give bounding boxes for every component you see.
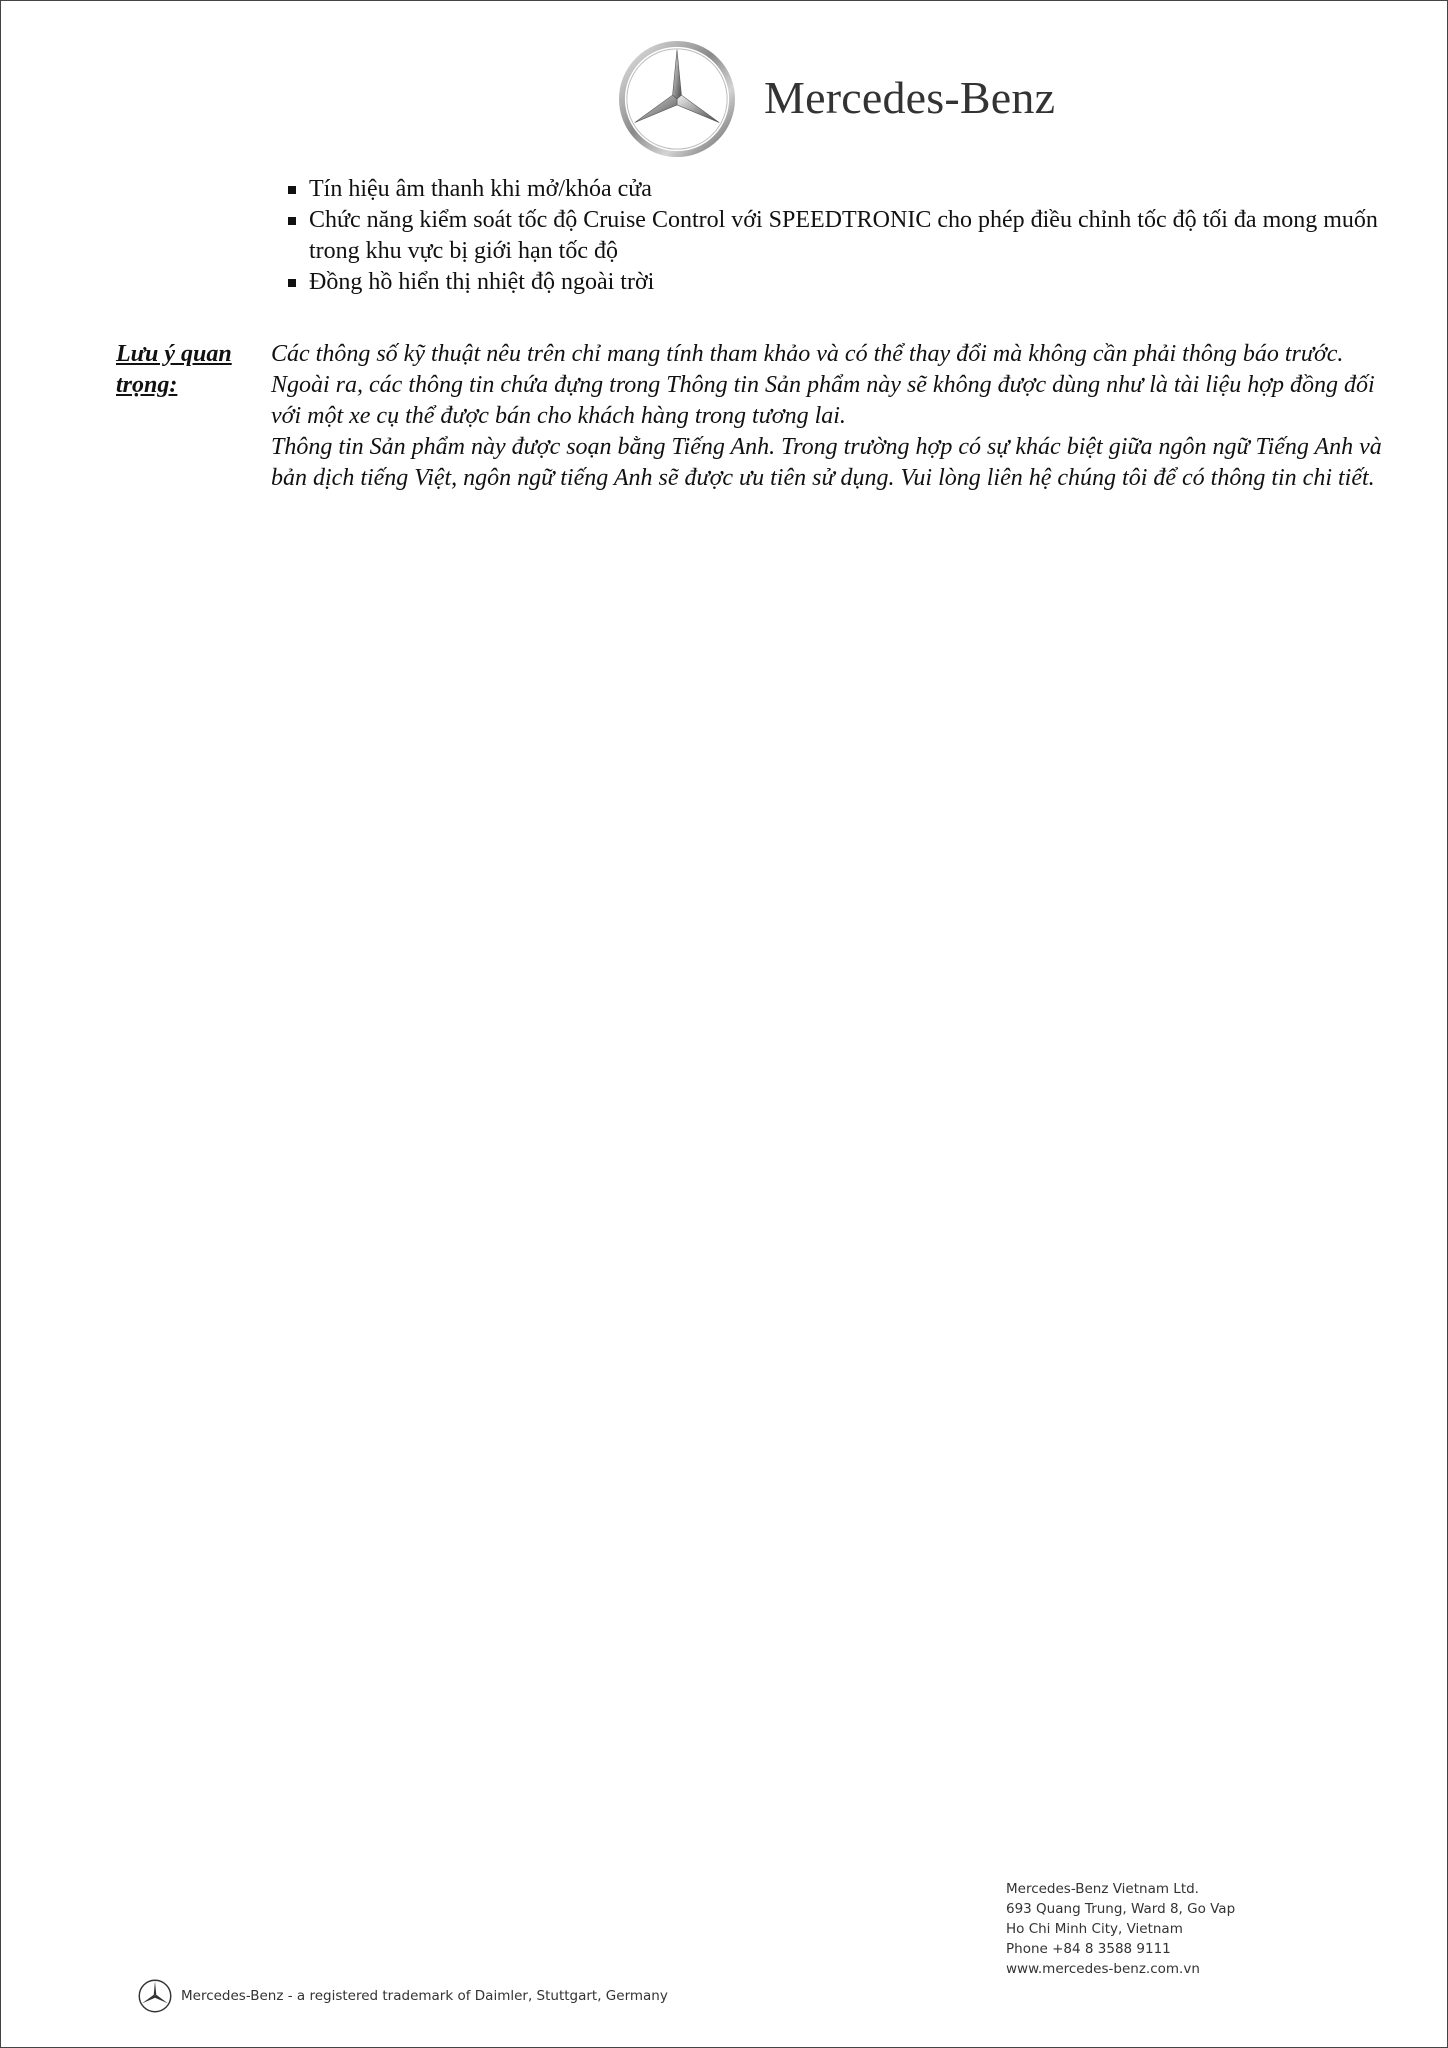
company-name: Mercedes-Benz Vietnam Ltd.	[1006, 1881, 1199, 1897]
mercedes-star-icon	[618, 40, 736, 158]
important-note-body	[271, 339, 1386, 494]
note-paragraph: Các thông số kỹ thuật nêu trên chỉ mang tính tham khảo và có thể thay đổi mà không cần phải thông báo trước. Ngoài ra, các thông tin chứa đựng trong Thông tin Sản phẩm này sẽ không được dùng như là tài liệu hợp đồng đối với một xe cụ thể được bán cho khách hàng trong tương lai.	[271, 341, 1375, 429]
list-item: Tín hiệu âm thanh khi mở/khóa cửa	[288, 174, 1398, 205]
brand-wordmark: Mercedes-Benz	[764, 71, 1056, 123]
important-note-label: Lưu ý quan trọng:	[116, 341, 232, 398]
note-paragraph: Thông tin Sản phẩm này được soạn bằng Tiếng Anh. Trong trường hợp có sự khác biệt giữa ngôn ngữ Tiếng Anh và bản dịch tiếng Việt, ngôn ngữ tiếng Anh sẽ được ưu tiên sử dụng. Vui lòng liên hệ chúng tôi để có thông tin chi tiết.	[271, 434, 1382, 491]
page-footer	[137, 1978, 668, 2014]
address-city: Ho Chi Minh City, Vietnam	[1006, 1921, 1183, 1937]
mercedes-star-icon	[137, 1978, 173, 2014]
feature-list	[288, 174, 1398, 298]
page-header	[618, 40, 1055, 158]
website-link[interactable]: www.mercedes-benz.com.vn	[1006, 1961, 1200, 1977]
list-item: Chức năng kiểm soát tốc độ Cruise Control với SPEEDTRONIC cho phép điều chỉnh tốc độ tối đa mong muốn trong khu vực bị giới hạn tốc độ	[288, 205, 1398, 267]
list-item: Đồng hồ hiển thị nhiệt độ ngoài trời	[288, 267, 1398, 298]
address-street: 693 Quang Trung, Ward 8, Go Vap	[1006, 1901, 1236, 1917]
phone-number: Phone +84 8 3588 9111	[1006, 1941, 1171, 1957]
trademark-notice: Mercedes-Benz - a registered trademark of Daimler, Stuttgart, Germany	[181, 1988, 668, 2004]
company-address	[1006, 1879, 1235, 1979]
